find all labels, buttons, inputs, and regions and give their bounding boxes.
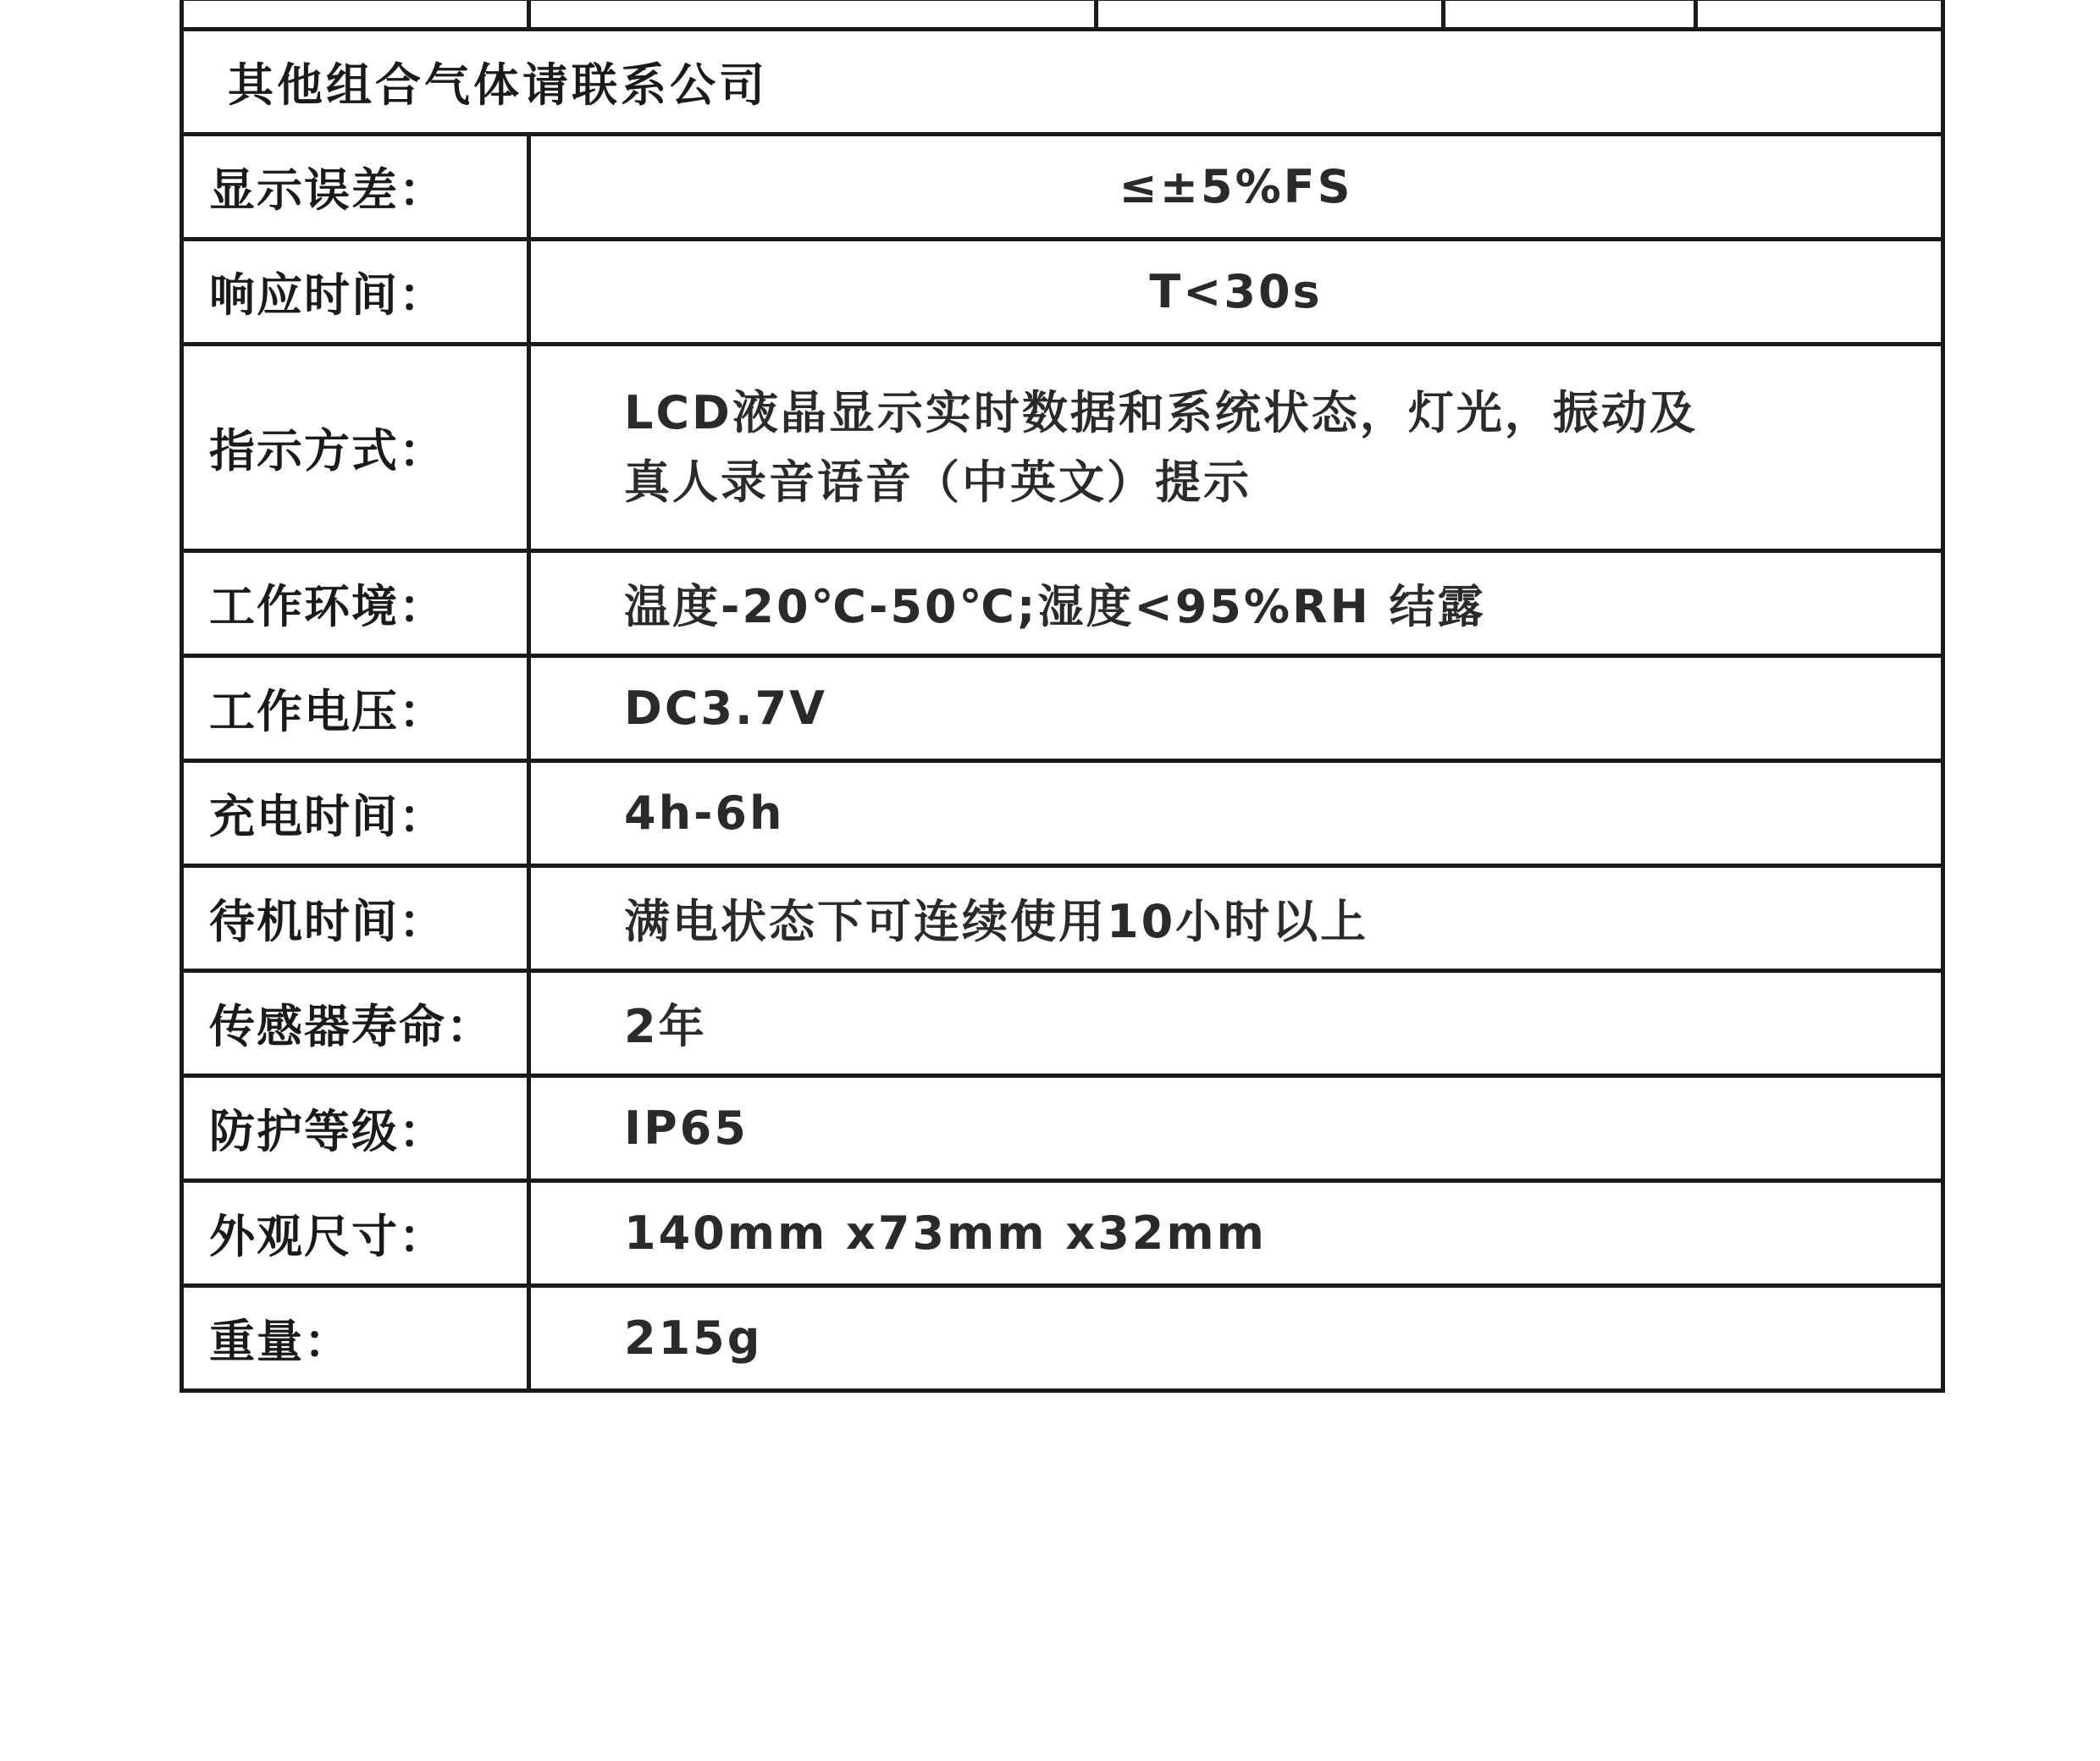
cut-off-cell bbox=[1696, 0, 1943, 30]
table-row bbox=[182, 656, 1943, 761]
table-row bbox=[182, 135, 1943, 240]
table-row bbox=[182, 551, 1943, 656]
spec-table bbox=[180, 0, 1945, 1393]
spec-value: T<30s bbox=[529, 240, 1943, 345]
table-row bbox=[182, 761, 1943, 866]
spec-label: 重量： bbox=[182, 1286, 529, 1391]
spec-label: 指示方式： bbox=[182, 345, 529, 551]
spec-value: 215g bbox=[529, 1286, 1943, 1391]
table-row bbox=[182, 240, 1943, 345]
spec-label: 防护等级： bbox=[182, 1076, 529, 1181]
table-row-cut-off bbox=[182, 0, 1943, 30]
cut-off-cell bbox=[529, 0, 1097, 30]
spec-label: 显示误差： bbox=[182, 135, 529, 240]
spec-value: DC3.7V bbox=[529, 656, 1943, 761]
table-row-note bbox=[182, 30, 1943, 135]
table-row bbox=[182, 1076, 1943, 1181]
cut-off-cell bbox=[1097, 0, 1444, 30]
spec-value: 4h-6h bbox=[529, 761, 1943, 866]
spec-value bbox=[529, 345, 1943, 551]
note-text: 其他组合气体请联系公司 bbox=[182, 30, 1943, 135]
spec-value: ≤±5%FS bbox=[529, 135, 1943, 240]
spec-label: 充电时间： bbox=[182, 761, 529, 866]
table-row bbox=[182, 971, 1943, 1076]
spec-value-line: LCD液晶显示实时数据和系统状态，灯光，振动及 bbox=[624, 385, 1698, 439]
spec-value: 满电状态下可连续使用10小时以上 bbox=[529, 866, 1943, 971]
spec-value-line: 真人录音语音（中英文）提示 bbox=[624, 455, 1252, 509]
cut-off-cell bbox=[182, 0, 529, 30]
spec-label: 传感器寿命： bbox=[182, 971, 529, 1076]
spec-label: 工作环境： bbox=[182, 551, 529, 656]
cut-off-cell bbox=[1444, 0, 1696, 30]
spec-value: 温度-20℃-50℃;湿度<95%RH 结露 bbox=[529, 551, 1943, 656]
spec-label: 外观尺寸： bbox=[182, 1181, 529, 1286]
table-row bbox=[182, 345, 1943, 551]
spec-label: 待机时间： bbox=[182, 866, 529, 971]
spec-value: 2年 bbox=[529, 971, 1943, 1076]
spec-label: 响应时间： bbox=[182, 240, 529, 345]
table-row bbox=[182, 1286, 1943, 1391]
table-row bbox=[182, 866, 1943, 971]
table-row bbox=[182, 1181, 1943, 1286]
spec-label: 工作电压： bbox=[182, 656, 529, 761]
spec-value: IP65 bbox=[529, 1076, 1943, 1181]
spec-value: 140mm x73mm x32mm bbox=[529, 1181, 1943, 1286]
